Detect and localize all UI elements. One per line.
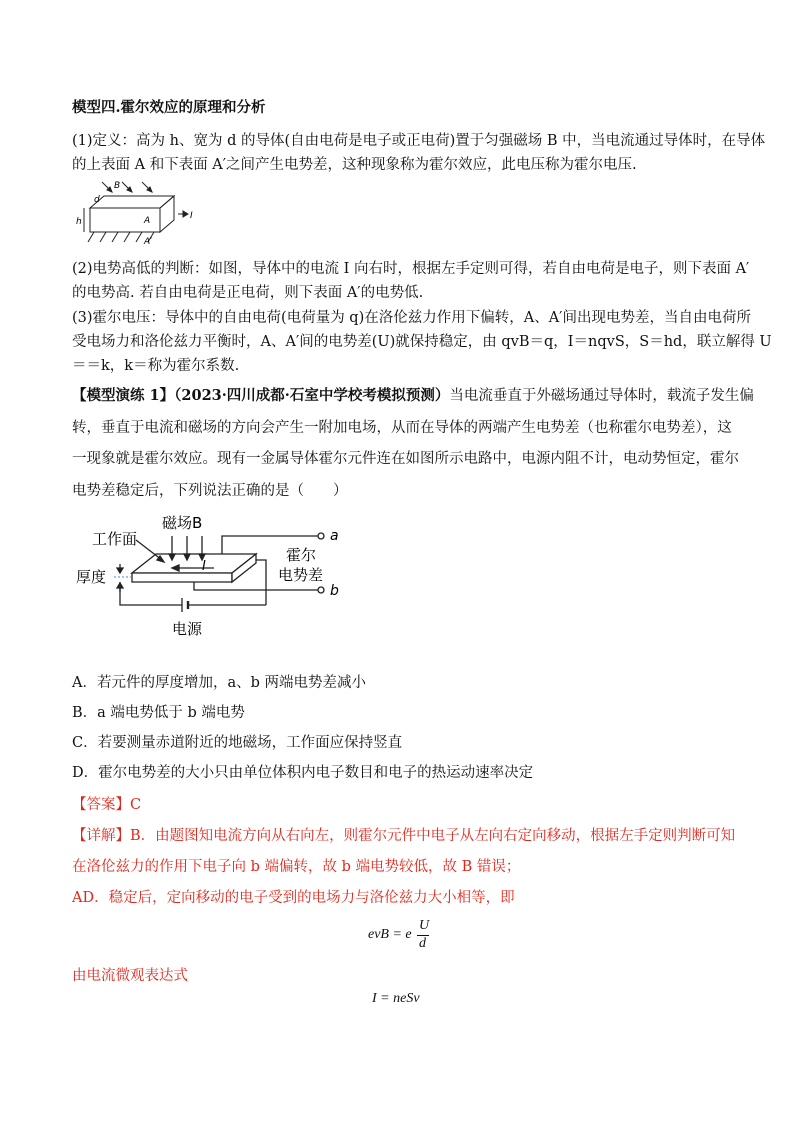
- exercise-line-1: [72, 386, 754, 406]
- definition-line-2: 的上表面 A 和下表面 A′之间产生电势差，这种现象称为霍尔效应，此电压称为霍尔电压.: [72, 157, 637, 173]
- definition-line-1: (1)定义：高为 h、宽为 d 的导体(自由电荷是电子或正电荷)置于匀强磁场 B 中，当电流通过导体时，在导体: [72, 133, 766, 149]
- label-A: A: [144, 216, 151, 226]
- equation-force-balance: [368, 918, 438, 954]
- equation-1-left: evB = e: [368, 927, 412, 942]
- explain-line-2: 在洛伦兹力的作用下电子向 b 端偏转，故 b 端电势较低，故 B 错误；: [72, 859, 521, 875]
- label-h: h: [76, 217, 82, 227]
- exercise-line-4: 电势差稳定后，下列说法正确的是（ ）: [72, 483, 348, 499]
- equation-1-denominator: d: [419, 936, 426, 951]
- label-thickness: 厚度: [76, 568, 107, 586]
- answer-label: 【答案】C: [72, 797, 142, 813]
- exercise-line-2: 转，垂直于电流和磁场的方向会产生一附加电场，从而在导体的两端产生电势差（也称霍尔电势差），这: [72, 420, 732, 436]
- label-terminal-a: a: [330, 528, 339, 544]
- option-a: A．若元件的厚度增加，a、b 两端电势差减小: [72, 675, 367, 691]
- exercise-line-3: 一现象就是霍尔效应。现有一金属导体霍尔元件连在如图所示电路中，电源内阻不计，电动势恒定，霍尔: [72, 451, 739, 467]
- hall-circuit-figure: [74, 510, 364, 645]
- micro-expression-label: 由电流微观表达式: [72, 968, 188, 984]
- label-hall-2: 电势差: [278, 566, 324, 584]
- label-A-prime: A′: [144, 237, 153, 247]
- exercise-source: （2023·四川成都·石室中学校考模拟预测）: [174, 387, 450, 404]
- option-d: D．霍尔电势差的大小只由单位体积内电子数目和电子的热运动速率决定: [72, 765, 534, 781]
- label-power-source: 电源: [172, 620, 203, 638]
- label-I: I: [190, 211, 193, 221]
- judge-line-1: (2)电势高低的判断：如图，导体中的电流 I 向右时，根据左手定则可得，若自由电荷是电子，则下表面 A′: [72, 261, 750, 277]
- equation-1-numerator: U: [419, 918, 430, 933]
- section-title: 模型四.霍尔效应的原理和分析: [72, 99, 266, 116]
- explain-line-3: AD．稳定后，定向移动的电子受到的电场力与洛伦兹力大小相等，即: [72, 890, 515, 906]
- exercise-text-1: 当电流垂直于外磁场通过导体时，载流子发生偏: [449, 388, 754, 404]
- judge-line-2: 的电势高. 若自由电荷是正电荷，则下表面 A′的电势低.: [72, 285, 424, 301]
- option-b: B．a 端电势低于 b 端电势: [72, 705, 245, 721]
- label-d: d: [94, 195, 100, 205]
- voltage-line-2: 受电场力和洛伦兹力平衡时，A、A′间的电势差(U)就保持稳定，由 qvB＝q，I＝nqvS，S＝hd，联立解得 U: [72, 334, 772, 350]
- label-terminal-b: b: [330, 583, 339, 599]
- label-magnetic-field: 磁场B: [162, 514, 203, 532]
- hall-conductor-figure: [74, 178, 204, 248]
- option-c: C．若要测量赤道附近的地磁场，工作面应保持竖直: [72, 735, 403, 751]
- label-work-face: 工作面: [92, 530, 138, 548]
- explain-line-1: 【详解】B．由题图知电流方向从右向左，则霍尔元件中电子从左向右定向移动，根据左手定则判断可知: [72, 828, 736, 844]
- voltage-line-1: (3)霍尔电压：导体中的自由电荷(电荷量为 q)在洛伦兹力作用下偏转，A、A′间出现电势差，当自由电荷所: [72, 310, 751, 326]
- exercise-tag: 【模型演练 1】: [72, 387, 175, 404]
- label-current: I: [202, 559, 206, 574]
- label-hall: 霍尔: [286, 546, 317, 564]
- label-B: B: [114, 181, 121, 191]
- voltage-line-3: ＝＝k，k＝称为霍尔系数.: [72, 358, 240, 374]
- equation-current-micro: I = neSv: [372, 991, 420, 1006]
